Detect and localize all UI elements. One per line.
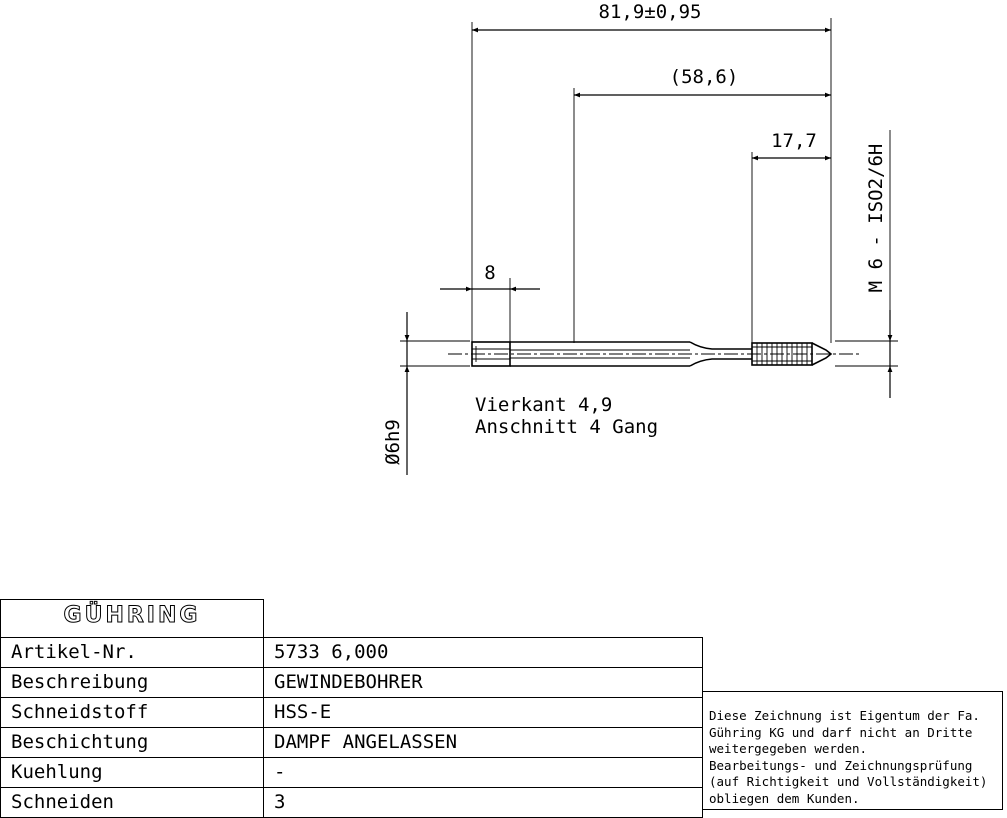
row-value-coating: DAMPF ANGELASSEN (264, 728, 703, 758)
square-length-label: 8 (484, 262, 496, 284)
thread-length-label: 17,7 (771, 130, 817, 152)
logo-row (1, 600, 703, 638)
logo-text: GÜHRING (63, 603, 201, 628)
notice-line: obliegen dem Kunden. (709, 790, 860, 806)
logo-blank-cell (264, 600, 703, 638)
chamfer-note: Anschnitt 4 Gang (475, 416, 659, 438)
notice-line: Bearbeitungs- und Zeichnungsprüfung (709, 757, 973, 773)
row-key-description: Beschreibung (1, 668, 264, 698)
table-row (1, 668, 703, 698)
row-value-cooling: - (264, 758, 703, 788)
table-row (1, 638, 703, 668)
tap-body (448, 342, 860, 366)
row-value-cutting-edges: 3 (264, 788, 703, 818)
square-note: Vierkant 4,9 (475, 394, 613, 416)
notice-line: Gühring KG und darf nicht an Dritte (709, 724, 973, 740)
shank-length-label: (58,6) (669, 66, 739, 88)
copyright-notice (702, 691, 1003, 810)
guehring-logo (47, 600, 217, 628)
row-value-article: 5733 6,000 (264, 638, 703, 668)
row-key-cutting-edges: Schneiden (1, 788, 264, 818)
table-row (1, 698, 703, 728)
notice-line: (auf Richtigkeit und Vollständigkeit) (709, 774, 988, 789)
tap-neck (690, 342, 752, 349)
notice-line: weitergegeben werden. (709, 741, 868, 756)
row-key-material: Schneidstoff (1, 698, 264, 728)
notice-line: Diese Zeichnung ist Eigentum der Fa. (709, 708, 980, 723)
row-value-material: HSS-E (264, 698, 703, 728)
row-key-article: Artikel-Nr. (1, 638, 264, 668)
row-key-cooling: Kuehlung (1, 758, 264, 788)
table-row (1, 758, 703, 788)
thread-spec-label: M 6 - ISO2/6H (865, 143, 887, 293)
overall-length-label: 81,9±0,95 (598, 1, 702, 23)
logo-cell (1, 600, 264, 638)
row-key-coating: Beschichtung (1, 728, 264, 758)
title-block (0, 599, 703, 818)
row-value-description: GEWINDEBOHRER (264, 668, 703, 698)
table-row (1, 728, 703, 758)
table-row (1, 788, 703, 818)
shank-diameter-label: Ø6h9 (382, 419, 404, 465)
